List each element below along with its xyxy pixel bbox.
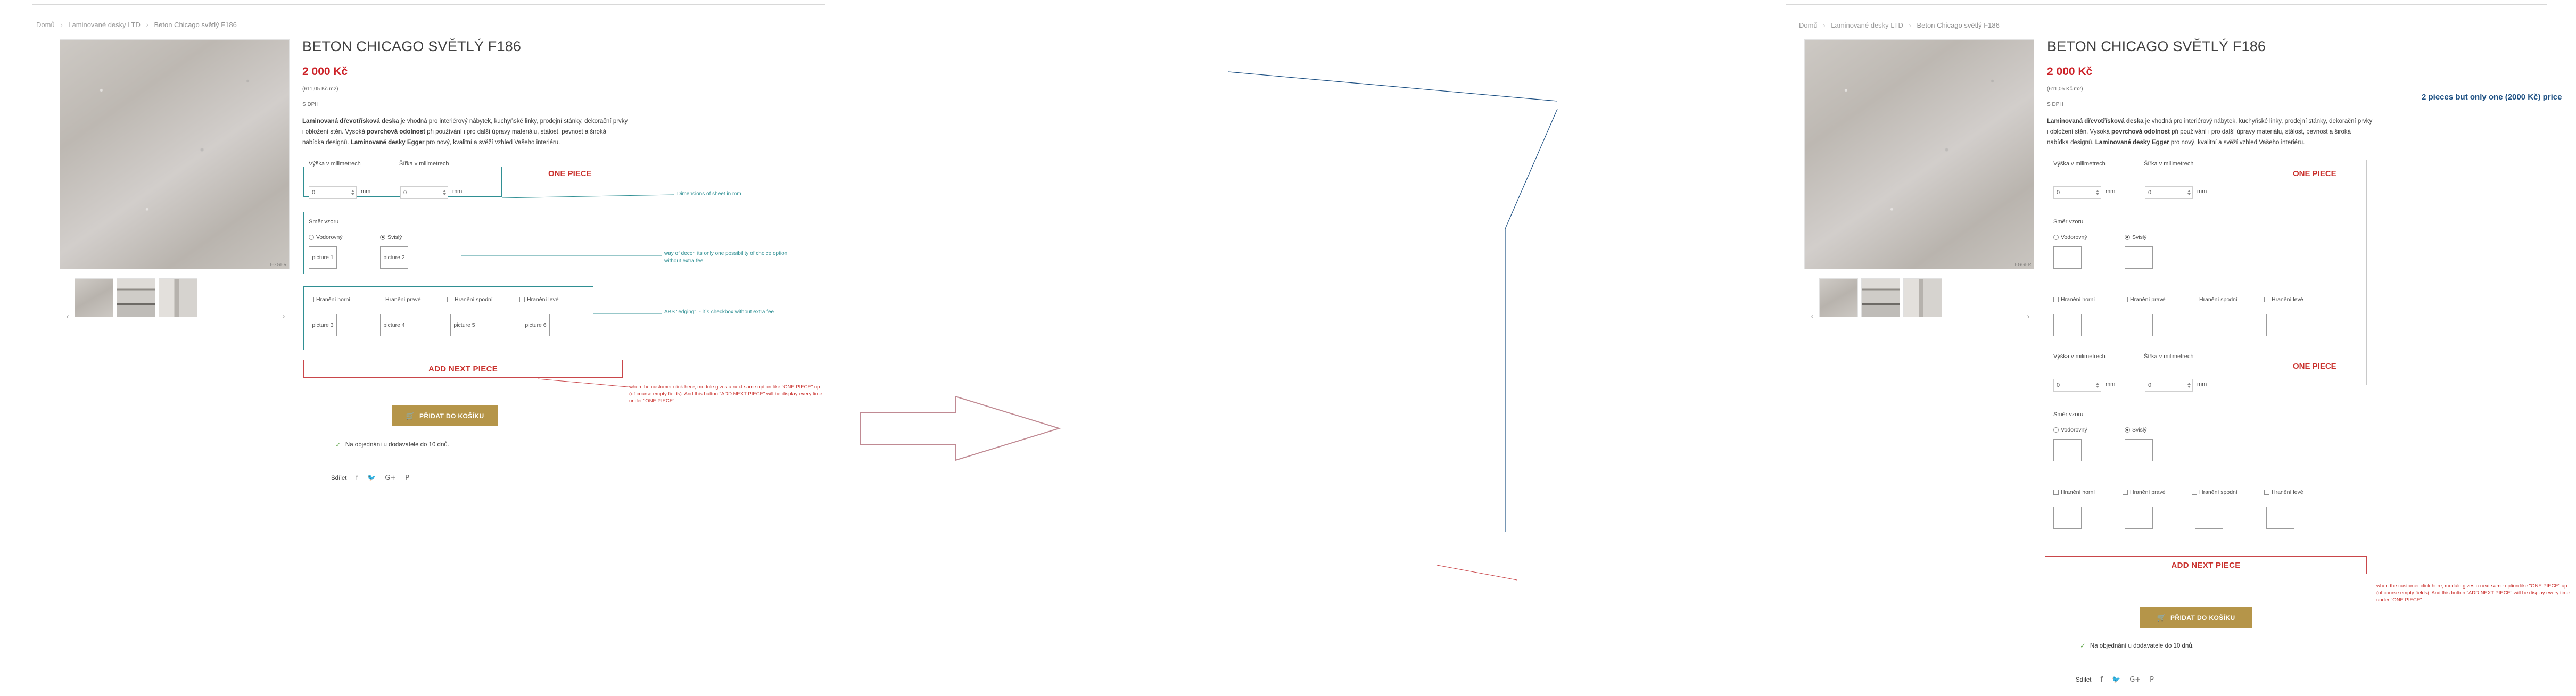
image-watermark: EGGER: [2014, 262, 2032, 267]
gallery-prev-arrow-icon[interactable]: ‹: [66, 312, 69, 321]
edging-picture-4[interactable]: [380, 314, 408, 336]
shopping-cart-icon: 🛒: [2157, 614, 2166, 622]
edging-checkbox-top[interactable]: [309, 296, 350, 303]
product-description-right: Laminovaná dřevotřísková deska je vhodná pro interiérový nábytek, kuchyňské linky, prodejní stánky, dekorační prvky i obložení stěn. Vysoká povrchová odolnost při používání i pro další úpravy materiálu, stálost, pevnost a široká nabídka designů. Laminované desky Egger pro nový, kvalitní a svěží vzhled Vašeho interiéru.: [2047, 118, 2373, 146]
breadcrumb-separator: ›: [1909, 21, 1911, 29]
google-plus-icon[interactable]: G+: [2129, 676, 2141, 684]
edging-picture-6-p1[interactable]: [2266, 314, 2294, 336]
annotation-one-piece-right-2: ONE PIECE: [2293, 362, 2336, 371]
edging-picture-5[interactable]: [450, 314, 478, 336]
pattern-radio-vertical-p1[interactable]: [2125, 234, 2146, 241]
add-to-cart-button-right[interactable]: [2140, 607, 2252, 628]
pinterest-icon[interactable]: P: [405, 474, 409, 482]
edging-top-label-p1: Hranění horní: [2061, 296, 2095, 303]
breadcrumb: [36, 21, 237, 29]
thumbnail-strip: [75, 278, 197, 317]
shopping-cart-icon: 🛒: [406, 412, 415, 420]
edging-checkbox-right-p1[interactable]: [2123, 296, 2166, 303]
height-input-value-p2: 0: [2057, 382, 2060, 388]
add-to-cart-button[interactable]: [392, 405, 498, 426]
annotation-box-edging: [303, 286, 593, 350]
breadcrumb-item-product: Beton Chicago světlý F186: [1917, 21, 2000, 29]
share-bar: [331, 474, 409, 482]
product-main-image[interactable]: [60, 39, 290, 269]
height-input-p1[interactable]: [2053, 186, 2101, 199]
edging-checkbox-right[interactable]: [378, 296, 421, 303]
edging-picture-3[interactable]: [309, 314, 337, 336]
pattern-picture-1[interactable]: [309, 246, 337, 269]
width-input-p2[interactable]: [2145, 379, 2193, 392]
top-divider-left: [32, 4, 825, 5]
pattern-picture-2-p2[interactable]: [2125, 439, 2153, 461]
edging-picture-3-p2[interactable]: [2053, 507, 2082, 529]
height-unit: mm: [361, 188, 371, 195]
facebook-icon[interactable]: f: [356, 474, 358, 482]
width-field-label-p1: Šířka v milimetrech: [2144, 161, 2194, 167]
radio-icon: [2053, 427, 2059, 433]
share-label: Sdílet: [331, 475, 347, 482]
add-to-cart-label: PŘIDAT DO KOŠÍKU: [419, 412, 484, 420]
pattern-picture-1-p1[interactable]: [2053, 246, 2082, 269]
height-field-label-p2: Výška v milimetrech: [2053, 353, 2106, 360]
thumbnail-2[interactable]: [117, 278, 155, 317]
pattern-radio-vertical-label-p1: Svislý: [2132, 234, 2147, 241]
check-icon: ✓: [2080, 642, 2086, 650]
product-title-right: BETON CHICAGO SVĚTLÝ F186: [2047, 38, 2266, 54]
thumbnail-3[interactable]: [1903, 278, 1942, 317]
pattern-radio-vertical-p2[interactable]: [2125, 427, 2146, 433]
check-icon: ✓: [335, 441, 341, 449]
annotation-one-piece-left: ONE PIECE: [548, 169, 592, 178]
height-stepper-icon[interactable]: [2096, 190, 2099, 195]
pattern-radio-horizontal-label-p1: Vodorovný: [2061, 234, 2087, 241]
edging-picture-5-label: picture 5: [453, 322, 475, 328]
edging-checkbox-right-p2[interactable]: [2123, 489, 2166, 495]
thumbnail-3[interactable]: [159, 278, 197, 317]
breadcrumb-item-category[interactable]: Laminované desky LTD: [68, 21, 141, 29]
breadcrumb-separator: ›: [1823, 21, 1826, 29]
pattern-picture-2[interactable]: [380, 246, 408, 269]
pattern-legend-p1: Směr vzoru: [2053, 219, 2084, 225]
panel-after: [862, 0, 2570, 696]
annotation-decor-note: way of decor, its only one possibility of choice option without extra fee: [664, 251, 788, 264]
availability-text: Na objednání u dodavatele do 10 dnů.: [345, 442, 449, 448]
product-price-per-m2-right: (611,05 Kč m2): [2047, 86, 2083, 92]
edging-bottom-label: Hranění spodní: [455, 296, 493, 303]
height-stepper-icon[interactable]: [2096, 383, 2099, 388]
availability-status-right: [2080, 642, 2194, 650]
edging-top-label-p2: Hranění horní: [2061, 489, 2095, 495]
height-input-value: 0: [312, 189, 316, 196]
twitter-icon[interactable]: 🐦: [2112, 676, 2121, 684]
edging-checkbox-top-p1[interactable]: [2053, 296, 2095, 303]
edging-bottom-label-p1: Hranění spodní: [2199, 296, 2238, 303]
pattern-radio-vertical-label-p2: Svislý: [2132, 427, 2147, 433]
share-label: Sdílet: [2076, 676, 2092, 683]
edging-picture-6[interactable]: [522, 314, 550, 336]
thumbnail-1[interactable]: [1819, 278, 1858, 317]
checkbox-icon: [447, 297, 452, 302]
edging-checkbox-bottom-p2[interactable]: [2192, 489, 2238, 495]
width-stepper-icon[interactable]: [443, 190, 446, 195]
product-vat-note: S DPH: [302, 102, 319, 107]
breadcrumb-item-home[interactable]: Domů: [36, 21, 55, 29]
edging-picture-4-p1[interactable]: [2125, 314, 2153, 336]
pattern-radio-horizontal-p1[interactable]: [2053, 234, 2087, 241]
breadcrumb-item-category[interactable]: Laminované desky LTD: [1831, 21, 1903, 29]
pattern-picture-1-p2[interactable]: [2053, 439, 2082, 461]
twitter-icon[interactable]: 🐦: [367, 474, 376, 482]
panel-before: [0, 0, 862, 696]
checkbox-icon: [2192, 297, 2197, 302]
product-price-per-m2: (611,05 Kč m2): [302, 86, 338, 92]
annotation-add-next-note-right: when the customer click here, module gives a next same option like "ONE PIECE" up (of course empty fields). And this button "ADD NEXT PIECE" will be display every time under "ONE PIECE".: [2376, 583, 2570, 603]
annotation-add-next-note-left: when the customer click here, module gives a next same option like "ONE PIECE" up (of course empty fields). And this button "ADD NEXT PIECE" will be display every time under "ONE PIECE".: [629, 384, 822, 404]
thumbnail-1[interactable]: [75, 278, 113, 317]
add-next-piece-button-right[interactable]: ADD NEXT PIECE: [2045, 556, 2367, 574]
height-input-value-p1: 0: [2057, 189, 2060, 196]
annotation-two-pieces-note: 2 pieces but only one (2000 Kč) price: [2422, 93, 2562, 102]
top-divider-right: [1786, 4, 2547, 5]
height-field-label-p1: Výška v milimetrech: [2053, 161, 2106, 167]
width-input-p1[interactable]: [2145, 186, 2193, 199]
product-price-right: 2 000 Kč: [2047, 65, 2093, 78]
edging-checkbox-bottom-p1[interactable]: [2192, 296, 2238, 303]
product-vat-note-right: S DPH: [2047, 102, 2063, 107]
width-input-value-p2: 0: [2148, 382, 2152, 388]
checkbox-icon: [2123, 490, 2128, 495]
gallery-next-arrow-icon-right[interactable]: ›: [2027, 312, 2030, 321]
edging-picture-3-p1[interactable]: [2053, 314, 2082, 336]
edging-picture-3-label: picture 3: [312, 322, 334, 328]
edging-right-label: Hranění pravé: [385, 296, 421, 303]
edging-picture-5-p1[interactable]: [2195, 314, 2223, 336]
edging-picture-4-label: picture 4: [383, 322, 405, 328]
edging-left-label-p1: Hranění levé: [2272, 296, 2303, 303]
width-unit: mm: [452, 188, 463, 195]
edging-checkbox-top-p2[interactable]: [2053, 489, 2095, 495]
radio-icon-selected: [380, 235, 385, 240]
checkbox-icon: [309, 297, 314, 302]
edging-picture-6-label: picture 6: [525, 322, 547, 328]
checkbox-icon: [2123, 297, 2128, 302]
pattern-legend: Směr vzoru: [309, 219, 339, 225]
checkbox-icon: [2192, 490, 2197, 495]
radio-icon-selected: [2125, 235, 2130, 240]
gallery-prev-arrow-icon-right[interactable]: ‹: [1811, 312, 1814, 321]
checkbox-icon: [2053, 297, 2059, 302]
pattern-picture-2-p1[interactable]: [2125, 246, 2153, 269]
edging-left-label: Hranění levé: [527, 296, 559, 303]
breadcrumb-separator: ›: [146, 21, 148, 29]
thumbnail-strip-right: [1819, 278, 1942, 317]
breadcrumb-item-product: Beton Chicago světlý F186: [154, 21, 237, 29]
breadcrumb-item-home[interactable]: Domů: [1799, 21, 1818, 29]
product-description: Laminovaná dřevotřísková deska je vhodná pro interiérový nábytek, kuchyňské linky, prodejní stánky, dekorační prvky i obložení stěn. Vysoká povrchová odolnost při používání i pro další úpravy materiálu, stálost, pevnost a široká nabídka designů. Laminované desky Egger pro nový, kvalitní a svěží vzhled Vašeho interiéru.: [302, 118, 628, 146]
pattern-radio-vertical-label: Svislý: [387, 234, 402, 241]
edging-top-label: Hranění horní: [316, 296, 351, 303]
product-price: 2 000 Kč: [302, 65, 348, 78]
width-unit-p2: mm: [2197, 381, 2207, 387]
pattern-radio-horizontal[interactable]: [309, 234, 343, 241]
height-input[interactable]: [309, 186, 357, 199]
width-field-label-p2: Šířka v milimetrech: [2144, 353, 2194, 360]
availability-text-right: Na objednání u dodavatele do 10 dnů.: [2090, 643, 2194, 649]
width-input-value-p1: 0: [2148, 189, 2152, 196]
annotation-dimensions-note: Dimensions of sheet in mm: [677, 191, 741, 197]
edging-picture-5-p2[interactable]: [2195, 507, 2223, 529]
pattern-radio-horizontal-label-p2: Vodorovný: [2061, 427, 2087, 433]
height-unit-p2: mm: [2106, 381, 2116, 387]
product-main-image-right[interactable]: [1804, 39, 2034, 269]
pattern-radio-vertical[interactable]: [380, 234, 402, 241]
thumbnail-2[interactable]: [1861, 278, 1900, 317]
annotation-one-piece-right-1: ONE PIECE: [2293, 169, 2336, 178]
pattern-picture-2-label: picture 2: [383, 254, 405, 261]
radio-icon: [2053, 235, 2059, 240]
width-stepper-icon[interactable]: [2187, 190, 2191, 195]
width-stepper-icon[interactable]: [2187, 383, 2191, 388]
checkbox-icon: [378, 297, 383, 302]
pattern-picture-1-label: picture 1: [312, 254, 334, 261]
height-field-label: Výška v milimetrech: [309, 161, 361, 167]
pattern-radio-horizontal-p2[interactable]: [2053, 427, 2087, 433]
edging-right-label-p2: Hranění pravé: [2130, 489, 2166, 495]
width-input-value: 0: [403, 189, 407, 196]
pattern-radio-horizontal-label: Vodorovný: [316, 234, 343, 241]
edging-left-label-p2: Hranění levé: [2272, 489, 2303, 495]
edging-picture-6-p2[interactable]: [2266, 507, 2294, 529]
width-input[interactable]: [400, 186, 448, 199]
height-stepper-icon[interactable]: [351, 190, 354, 195]
edging-checkbox-left-p1[interactable]: [2264, 296, 2303, 303]
edging-checkbox-bottom[interactable]: [447, 296, 493, 303]
radio-icon-selected: [2125, 427, 2130, 433]
checkbox-icon: [519, 297, 525, 302]
gallery-next-arrow-icon[interactable]: ›: [282, 312, 285, 321]
radio-icon: [309, 235, 314, 240]
checkbox-icon: [2264, 297, 2269, 302]
product-title: BETON CHICAGO SVĚTLÝ F186: [302, 38, 522, 54]
add-to-cart-label-right: PŘIDAT DO KOŠÍKU: [2170, 614, 2235, 622]
pinterest-icon[interactable]: P: [2150, 676, 2154, 684]
facebook-icon[interactable]: f: [2100, 676, 2103, 684]
height-input-p2[interactable]: [2053, 379, 2101, 392]
availability-status: [335, 441, 449, 449]
edging-checkbox-left[interactable]: [519, 296, 559, 303]
checkbox-icon: [2053, 490, 2059, 495]
share-bar-right: [2076, 676, 2154, 684]
edging-checkbox-left-p2[interactable]: [2264, 489, 2303, 495]
annotation-edging-note: ABS "edging". - it´s checkbox without extra fee: [664, 309, 774, 315]
height-unit-p1: mm: [2106, 188, 2116, 195]
pattern-legend-p2: Směr vzoru: [2053, 411, 2084, 418]
edging-bottom-label-p2: Hranění spodní: [2199, 489, 2238, 495]
image-watermark: EGGER: [270, 262, 287, 267]
width-field-label: Šířka v milimetrech: [399, 161, 449, 167]
width-unit-p1: mm: [2197, 188, 2207, 195]
checkbox-icon: [2264, 490, 2269, 495]
add-next-piece-button[interactable]: ADD NEXT PIECE: [303, 360, 623, 378]
breadcrumb-right: [1799, 21, 2000, 29]
google-plus-icon[interactable]: G+: [385, 474, 397, 482]
edging-picture-4-p2[interactable]: [2125, 507, 2153, 529]
edging-right-label-p1: Hranění pravé: [2130, 296, 2166, 303]
breadcrumb-separator: ›: [60, 21, 63, 29]
